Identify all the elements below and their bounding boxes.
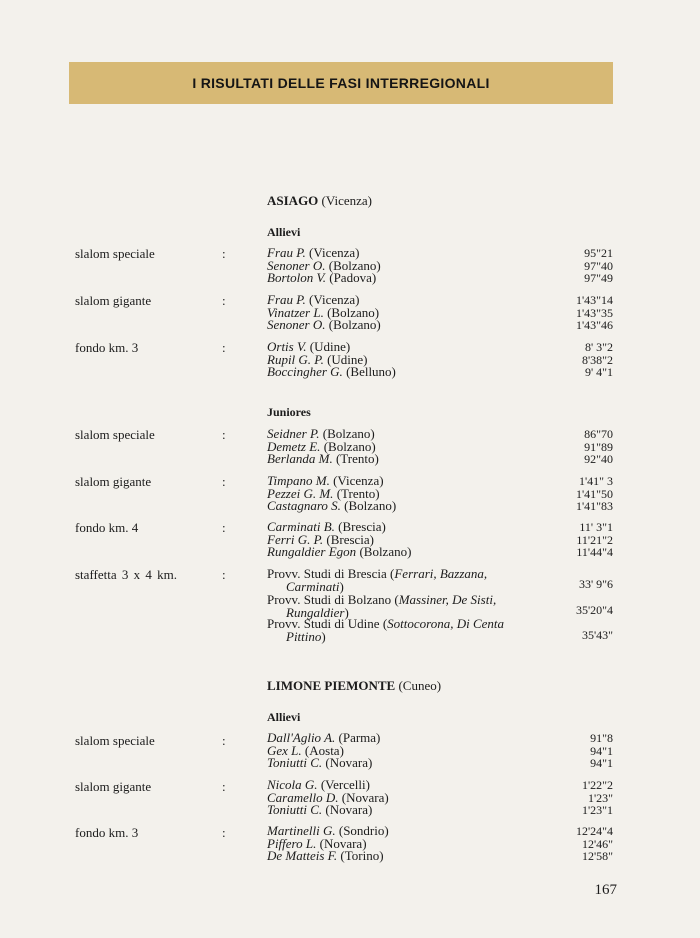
relay-paren: ) [344, 605, 349, 620]
athlete-name: Martinelli G. [267, 823, 336, 838]
athlete-name: Toniutti C. [267, 802, 323, 817]
athlete-place: (Trento) [335, 451, 379, 466]
category-heading: Juniores [267, 405, 311, 419]
event-colon: : [222, 825, 226, 840]
relay-time: 35'43" [581, 628, 613, 642]
result-time: 92"40 [584, 452, 613, 466]
relay-members: Pittino [286, 629, 322, 644]
times-list [584, 247, 613, 285]
event-colon: : [222, 340, 226, 355]
relay-members: Sottocorona, Di Centa [387, 616, 505, 631]
result-time: 97"49 [584, 271, 613, 285]
result-time: 95"21 [584, 246, 613, 260]
athlete-place: (Trento) [336, 485, 380, 501]
times-list [584, 428, 613, 466]
relay-team-line [267, 630, 559, 643]
athlete-place: (Udine) [327, 351, 368, 367]
event-colon: : [222, 246, 226, 261]
relay-paren: ) [321, 629, 326, 644]
result-time: 91"89 [584, 439, 613, 454]
category-heading: Allievi [267, 225, 301, 239]
result-time: 91"8 [590, 731, 613, 745]
athlete-name: Ortis V. [267, 339, 307, 354]
athlete-place: (Parma) [338, 730, 381, 745]
event-label: fondo km. 3 [75, 340, 139, 355]
relay-team [267, 617, 559, 643]
athlete-name: Gex L. [267, 742, 302, 758]
result-row [267, 500, 396, 513]
athlete-place: (Bolzano) [344, 498, 397, 513]
athlete-place: (Vicenza) [309, 245, 360, 260]
venue-name: LIMONE PIEMONTE [267, 678, 396, 693]
athlete-place: (Novara) [325, 755, 373, 770]
event-colon: : [222, 474, 226, 489]
athlete-place: (Udine) [309, 339, 351, 354]
venue-name: ASIAGO [267, 193, 319, 208]
result-time: 1'23" [587, 790, 613, 805]
result-row [267, 272, 381, 285]
result-row [267, 366, 396, 379]
event-label: slalom speciale [75, 733, 155, 748]
athlete-name: Senoner O. [267, 317, 326, 332]
athlete-name: Berlanda M. [267, 451, 333, 466]
athlete-place: (Aosta) [304, 742, 344, 758]
athlete-name: Carminati B. [267, 519, 335, 534]
result-time: 94"1 [590, 743, 613, 758]
relay-members: Ferrari, Bazzana, [394, 566, 488, 581]
result-time: 11' 3"1 [579, 520, 613, 534]
athlete-name: Frau P. [267, 292, 306, 307]
relay-time: 33' 9"6 [578, 577, 613, 591]
athlete-name: Timpano M. [267, 473, 330, 488]
event-colon: : [222, 520, 226, 535]
athlete-name: Pezzei G. M. [267, 485, 334, 501]
relay-school: Provv. Studi di Bolzano [267, 592, 392, 607]
athlete-name: Rupil G. P. [267, 351, 324, 367]
results-list [267, 521, 411, 559]
category-heading: Allievi [267, 710, 301, 724]
results-list [267, 732, 380, 770]
relay-time: 35'20"4 [575, 603, 613, 617]
athlete-name: Nicola G. [267, 777, 318, 792]
result-row [267, 319, 381, 332]
result-time: 1'22"2 [581, 778, 613, 792]
times-list [576, 825, 613, 863]
athlete-place: (Novara) [341, 789, 389, 805]
relay-school: Provv. Studi di Udine [267, 616, 380, 631]
athlete-place: (Belluno) [346, 364, 396, 379]
results-list [267, 475, 396, 513]
result-time: 1'41"50 [575, 486, 613, 501]
athlete-name: Demetz E. [267, 438, 321, 454]
athlete-place: (Novara) [325, 802, 373, 817]
result-time: 94"1 [590, 756, 613, 770]
venue-province: (Cuneo) [398, 678, 442, 693]
relay-paren: ( [382, 616, 388, 631]
result-row [267, 850, 389, 863]
athlete-name: Toniutti C. [267, 755, 323, 770]
relay-paren: ) [339, 579, 344, 594]
result-time: 1'23"1 [581, 803, 613, 817]
result-row [267, 546, 411, 559]
event-colon: : [222, 733, 226, 748]
athlete-place: (Padova) [329, 270, 377, 285]
athlete-place: (Sondrio) [338, 823, 389, 838]
athlete-name: Frau P. [267, 245, 306, 260]
athlete-place: (Brescia) [338, 519, 386, 534]
results-list [267, 825, 389, 863]
venue-heading [267, 678, 441, 694]
athlete-place: (Bolzano) [328, 257, 381, 273]
results-list [267, 779, 389, 817]
result-time: 8' 3"2 [584, 340, 613, 354]
athlete-name: Piffero L. [267, 835, 317, 851]
athlete-name: Bortolon V. [267, 270, 326, 285]
times-list [582, 341, 613, 379]
relay-team [267, 567, 559, 593]
result-time: 12'46" [581, 836, 613, 851]
athlete-place: (Bolzano) [359, 544, 412, 559]
result-row [267, 804, 389, 817]
athlete-name: Seidner P. [267, 426, 320, 441]
results-list [267, 428, 379, 466]
results-list [267, 247, 381, 285]
event-colon: : [222, 779, 226, 794]
athlete-name: Dall'Aglio A. [267, 730, 336, 745]
venue-heading [267, 193, 372, 209]
result-time: 1'41" 3 [578, 474, 613, 488]
athlete-place: (Bolzano) [322, 426, 375, 441]
athlete-place: (Bolzano) [328, 317, 381, 332]
result-time: 1'43"14 [575, 293, 613, 307]
result-time: 1'41"83 [575, 499, 613, 513]
event-label: fondo km. 4 [75, 520, 139, 535]
event-colon: : [222, 427, 226, 442]
athlete-name: Boccingher G. [267, 364, 343, 379]
relay-members: Rungaldier [286, 605, 345, 620]
athlete-place: (Novara) [319, 835, 367, 851]
event-label: slalom gigante [75, 779, 152, 794]
relay-school: Provv. Studi di Brescia [267, 566, 387, 581]
result-time: 8'38"2 [581, 352, 613, 367]
relay-members: Massiner, De Sisti, [398, 592, 497, 607]
result-time: 12'58" [581, 849, 613, 863]
venue-province: (Vicenza) [321, 193, 373, 208]
athlete-place: (Vicenza) [333, 473, 384, 488]
athlete-name: Castagnaro S. [267, 498, 341, 513]
relay-paren: ( [390, 566, 395, 581]
event-label: fondo km. 3 [75, 825, 139, 840]
times-list [576, 475, 613, 513]
event-colon: : [222, 567, 226, 582]
relay-members: Carminati [286, 579, 340, 594]
athlete-place: (Brescia) [326, 531, 374, 547]
relay-paren: ( [394, 592, 399, 607]
event-label: slalom gigante [75, 293, 152, 308]
results-list [267, 341, 396, 379]
event-colon: : [222, 293, 226, 308]
athlete-name: Senoner O. [267, 257, 326, 273]
result-row [267, 453, 379, 466]
result-time: 86"70 [584, 427, 613, 441]
athlete-place: (Vicenza) [309, 292, 360, 307]
times-list [582, 779, 613, 817]
result-time: 97"40 [584, 258, 613, 273]
athlete-place: (Bolzano) [323, 438, 376, 454]
results-list [267, 294, 381, 332]
result-row [267, 757, 380, 770]
athlete-place: (Vercelli) [320, 777, 370, 792]
event-label: staffetta 3 x 4 km. [75, 567, 177, 582]
result-time: 12'24"4 [575, 824, 613, 838]
athlete-name: De Matteis F. [267, 848, 338, 863]
result-time: 9' 4"1 [584, 365, 613, 379]
athlete-name: Ferri G. P. [267, 531, 324, 547]
result-time: 11'21"2 [576, 532, 613, 547]
result-time: 1'43"46 [575, 318, 613, 332]
result-time: 1'43"35 [575, 305, 613, 320]
times-list [590, 732, 613, 770]
event-label: slalom speciale [75, 427, 155, 442]
event-label: slalom gigante [75, 474, 152, 489]
result-time: 11'44"4 [576, 545, 613, 559]
athlete-place: (Bolzano) [327, 304, 380, 320]
athlete-name: Rungaldier Egon [267, 544, 357, 559]
times-list [576, 521, 613, 559]
athlete-place: (Torino) [340, 848, 384, 863]
times-list [576, 294, 613, 332]
athlete-name: Vinatzer L. [267, 304, 324, 320]
title-banner [69, 62, 613, 104]
athlete-name: Caramello D. [267, 789, 339, 805]
event-label: slalom speciale [75, 246, 155, 261]
page-number: 167 [594, 882, 617, 898]
page-title: I RISULTATI DELLE FASI INTERREGIONALI [192, 75, 490, 91]
